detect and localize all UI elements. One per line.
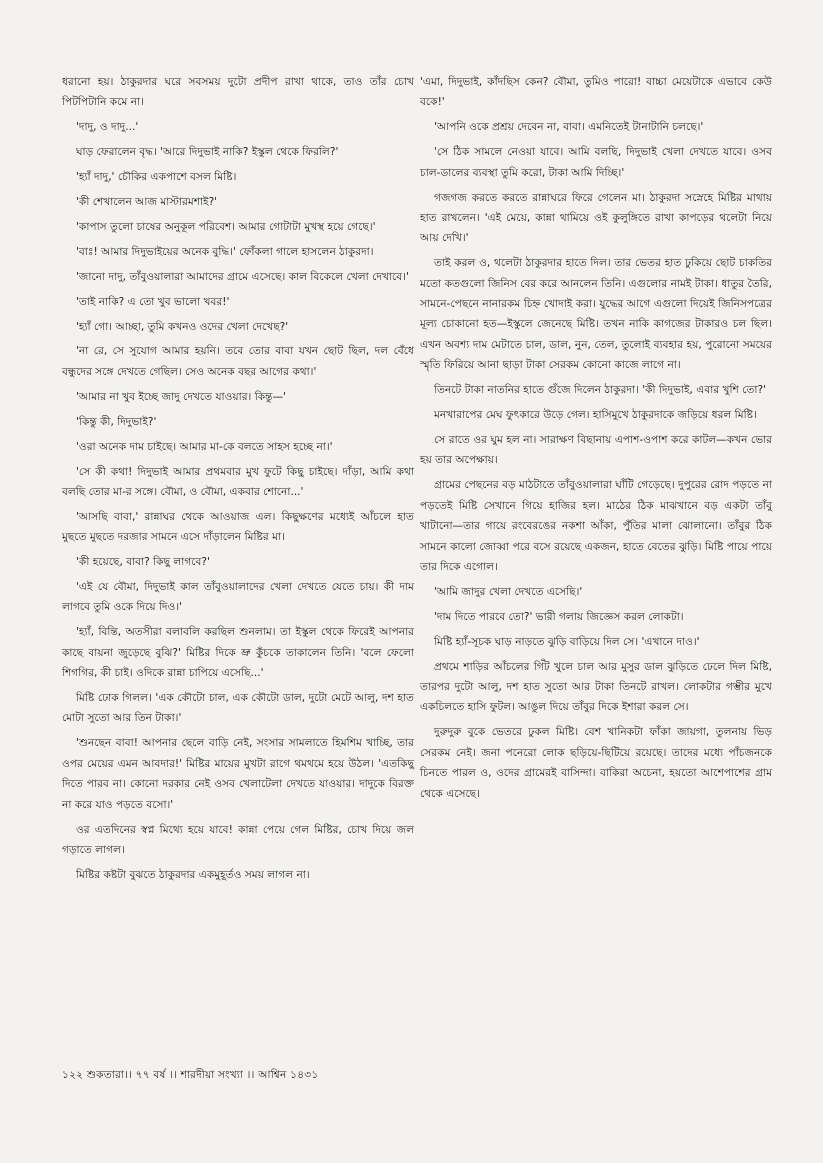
paragraph: মনখারাপের মেঘ ফুৎকারে উড়ে গেল। হাসিমুখে ঠাকুরদাকে জড়িয়ে ধরল মিষ্টি। — [434, 409, 757, 422]
paragraph: সে রাতে ওর ঘুম হল না। সারাক্ষণ বিছানায় এপাশ-ওপাশ করে কাটল—কখন ভোর হয় তার অপেক্ষায়। — [420, 434, 772, 467]
paragraph: 'হ্যাঁ গো। আচ্ছা, তুমি কখনও ওদের খেলা দেখেছ?' — [76, 320, 289, 333]
paragraph: তিনটে টাকা নাতনির হাতে গুঁজে দিলেন ঠাকুরদা। 'কী দিদুভাই, এবার খুশি তো?' — [434, 384, 766, 397]
paragraph: 'হ্যাঁ, বিন্তি, অতসীরা বলাবলি করছিল শুনলাম। তা ইস্কুল থেকে ফিরেই আপনার কাছে বায়না জুড়েছে বুঝি?' মিষ্টির দিকে ভ্রু কুঁচকে তাকালেন তিনি। 'বলে ফেলো শিগগির, কী চাই। ওদিকে রান্না চাপিয়ে এসেছি...' — [62, 626, 414, 680]
paragraph: 'ওরা অনেক দাম চাইছে। আমার মা-কে বলতে সাহস হচ্ছে না।' — [76, 440, 333, 453]
paragraph: 'কী হয়েছে, বাবা? কিছু লাগবে?' — [76, 556, 210, 569]
paragraph: 'আসছি বাবা,' রান্নাঘর থেকে আওয়াজ এল। কিছুক্ষণের মধ্যেই আঁচলে হাত মুছতে মুছতে দরজার সামনে এসে দাঁড়ালেন মিষ্টির মা। — [62, 510, 414, 544]
paragraph: 'কী শেখালেন আজ মাস্টারমশাই?' — [76, 196, 218, 209]
paragraph: 'হ্যাঁ দাদু,' চৌকির একপাশে বসল মিষ্টি। — [76, 171, 237, 184]
paragraph: 'না রে, সে সুযোগ আমার হয়নি। তবে তোর বাবা যখন ছোট ছিল, দল বেঁধে বন্ধুদের সঙ্গে দেখতে গেছিল। সেও অনেক বছর আগের কথা।' — [62, 345, 414, 378]
paragraph: ওর এতদিনের স্বপ্ন মিথ্যে হয়ে যাবে! কান্না পেয়ে গেল মিষ্টির, চোখ দিয়ে জল গড়াতে লাগল। — [62, 823, 414, 856]
paragraph: ঘাড় ফেরালেন বৃদ্ধ। 'আরে দিদুভাই নাকি? ইস্কুল থেকে ফিরলি?' — [76, 146, 339, 159]
paragraph: 'তাই নাকি? এ তো খুব ভালো খবর!' — [76, 295, 230, 308]
paragraph: 'বাঃ! আমার দিদুভাইয়ের অনেক বুদ্ধি।' ফোঁকলা গালে হাসলেন ঠাকুরদা। — [76, 245, 374, 258]
paragraph: 'এমা, দিদুভাই, কাঁদছিস কেন? বৌমা, তুমিও পারো! বাচ্চা মেয়েটাকে এভাবে কেউ বকে!' — [420, 76, 772, 109]
paragraph: 'কিন্তু কী, দিদুভাই?' — [76, 415, 157, 428]
right-text-column — [420, 72, 772, 808]
paragraph: প্রথমে শাড়ির আঁচলের গিঁট খুলে চাল আর মুসুর ডাল ঝুড়িতে ঢেলে দিল মিষ্টি, তারপর দুটো আলু, দশ হাত সুতো আর টাকা তিনটে রাখল। লোকটার গম্ভীর মুখে একচিলতে হাসি ফুটল। আঙুল দিয়ে তাঁবুর দিকে ইশারা করল সে। — [420, 660, 772, 714]
paragraph: 'এই যে বৌমা, দিদুভাই কাল তাঁবুওয়ালাদের খেলা দেখতে যেতে চায়। কী দাম লাগবে তুমি ওকে দিয়ে দিও।' — [62, 581, 414, 614]
paragraph: গজগজ করতে করতে রান্নাঘরে ফিরে গেলেন মা। ঠাকুরদা সস্নেহে মিষ্টির মাথায় হাত রাখলেন। 'এই মেয়ে, কান্না থামিয়ে ওই কুলুঙ্গিতে রাখা কাপড়ের থলেটা নিয়ে আয় দেখি।' — [420, 191, 772, 245]
paragraph: 'আমি জাদুর খেলা দেখতে এসেছি।' — [434, 585, 583, 598]
paragraph: ধরানো হয়। ঠাকুরদার ঘরে সবসময় দুটো প্রদীপ রাখা থাকে, তাও তাঁর চোখ পিটপিটানি কমে না। — [62, 76, 414, 109]
paragraph: 'দাম দিতে পারবে তো?' ভারী গলায় জিজ্ঞেস করল লোকটা। — [434, 610, 684, 623]
paragraph: 'সে ঠিক সামলে নেওয়া যাবে। আমি বলছি, দিদুভাই খেলা দেখতে যাবে। ওসব চাল-ডালের ব্যবস্থা তুমি করো, টাকা আমি দিচ্ছি।' — [420, 146, 772, 179]
paragraph: মিষ্টি ঢোক গিলল। 'এক কৌটো চাল, এক কৌটো ডাল, দুটো মেটে আলু, দশ হাত মোটা সুতো আর তিন টাকা।' — [62, 692, 414, 725]
paragraph: গ্রামের পেছনের বড় মাঠটাতে তাঁবুওয়ালারা ঘাঁটি গেড়েছে। দুপুরের রোদ পড়তে না পড়তেই মিষ্টি সেখানে গিয়ে হাজির হল। মাঠের ঠিক মাঝখানে বড় একটা তাঁবু খাটানো—তার গায়ে রংবেরঙের নকশা আঁকা, পুঁতির মালা ঝোলানো। তাঁবুর ঠিক সামনে কালো জোব্বা পরে বসে রয়েছে একজন, হাতে বেতের ঝুড়ি। মিষ্টি পায়ে পায়ে তার দিকে এগোল। — [420, 479, 772, 573]
paragraph: তাই করল ও, থলেটা ঠাকুরদার হাতে দিল। তার ভেতর হাত ঢুকিয়ে ছোট চাকতির মতো কতগুলো জিনিস বের করে আনলেন তিনি। এগুলোর নামই টাকা। ধাতুর তৈরি, সামনে-পেছনে নানারকম চিহ্ন খোদাই করা। যুদ্ধের আগে এগুলো দিয়েই জিনিসপত্রের মূল্য চোকানো হত—ইস্কুলে জেনেছে মিষ্টি। তখন নাকি কাগজের টাকারও চল ছিল। এখন অবশ্য দাম মেটাতে চাল, ডাল, নুন, তেল, তুলোই ব্যবহার হয়, পুরোনো সময়ের স্মৃতি ফিরিয়ে আনা ছাড়া টাকা সেরকম কোনো কাজে লাগে না। — [420, 257, 772, 372]
paragraph: মিষ্টি হ্যাঁ-সূচক ঘাড় নাড়তে ঝুড়ি বাড়িয়ে দিল সে। 'এখানে দাও।' — [434, 635, 700, 648]
paragraph: 'আপনি ওকে প্রশ্রয় দেবেন না, বাবা। এমনিতেই টানাটানি চলছে।' — [434, 121, 704, 134]
paragraph: দুরুদুরু বুকে ভেতরে ঢুকল মিষ্টি। বেশ খানিকটা ফাঁকা জায়গা, তুলনায় ভিড় সেরকম নেই। জনা পনেরো লোক ছড়িয়ে-ছিটিয়ে রয়েছে। তাদের মধ্যে পাঁচজনকে চিনতে পারল ও, ওদের গ্রামেরই বাসিন্দা। বাকিরা অচেনা, হয়তো আশেপাশের গ্রাম থেকে এসেছে। — [420, 726, 772, 800]
paragraph: 'সে কী কথা! দিদুভাই আমার প্রথমবার মুখ ফুটে কিছু চাইছে। দাঁড়া, আমি কথা বলছি তোর মা-র সঙ্গে। বৌমা, ও বৌমা, একবার শোনো...' — [62, 465, 414, 498]
paragraph: 'জানো দাদু, তাঁবুওয়ালারা আমাদের গ্রামে এসেছে। কাল বিকেলে খেলা দেখাবে।' — [76, 270, 409, 283]
paragraph: 'দাদু, ও দাদু...' — [76, 121, 139, 134]
page-footer: ১২২ শুকতারা।। ৭৭ বর্ষ ।। শারদীয়া সংখ্যা ।। আশ্বিন ১৪৩১ — [62, 1069, 319, 1081]
left-text-column — [62, 72, 414, 890]
paragraph: 'কাপাস তুলো চাষের অনুকূল পরিবেশ। আমার গোটাটা মুখস্থ হয়ে গেছে।' — [76, 220, 376, 233]
paragraph: 'আমার না খুব ইচ্ছে জাদু দেখতে যাওয়ার। কিন্তু—' — [76, 390, 286, 403]
paragraph: 'শুনছেন বাবা! আপনার ছেলে বাড়ি নেই, সংসার সামলাতে হিমশিম খাচ্ছি, তার ওপর মেয়ের এমন আবদার!' মিষ্টির মায়ের মুখটা রাগে থমথমে হয়ে উঠল। 'এতকিছু দিতে পারব না। কোনো দরকার নেই ওসব খেলাটেলা দেখতে যাওয়ার। দাদুকে বিরক্ত না করে যাও পড়তে বসো।' — [62, 737, 414, 811]
paragraph: মিষ্টির কষ্টটা বুঝতে ঠাকুরদার একমুহূর্তও সময় লাগল না। — [76, 868, 310, 881]
